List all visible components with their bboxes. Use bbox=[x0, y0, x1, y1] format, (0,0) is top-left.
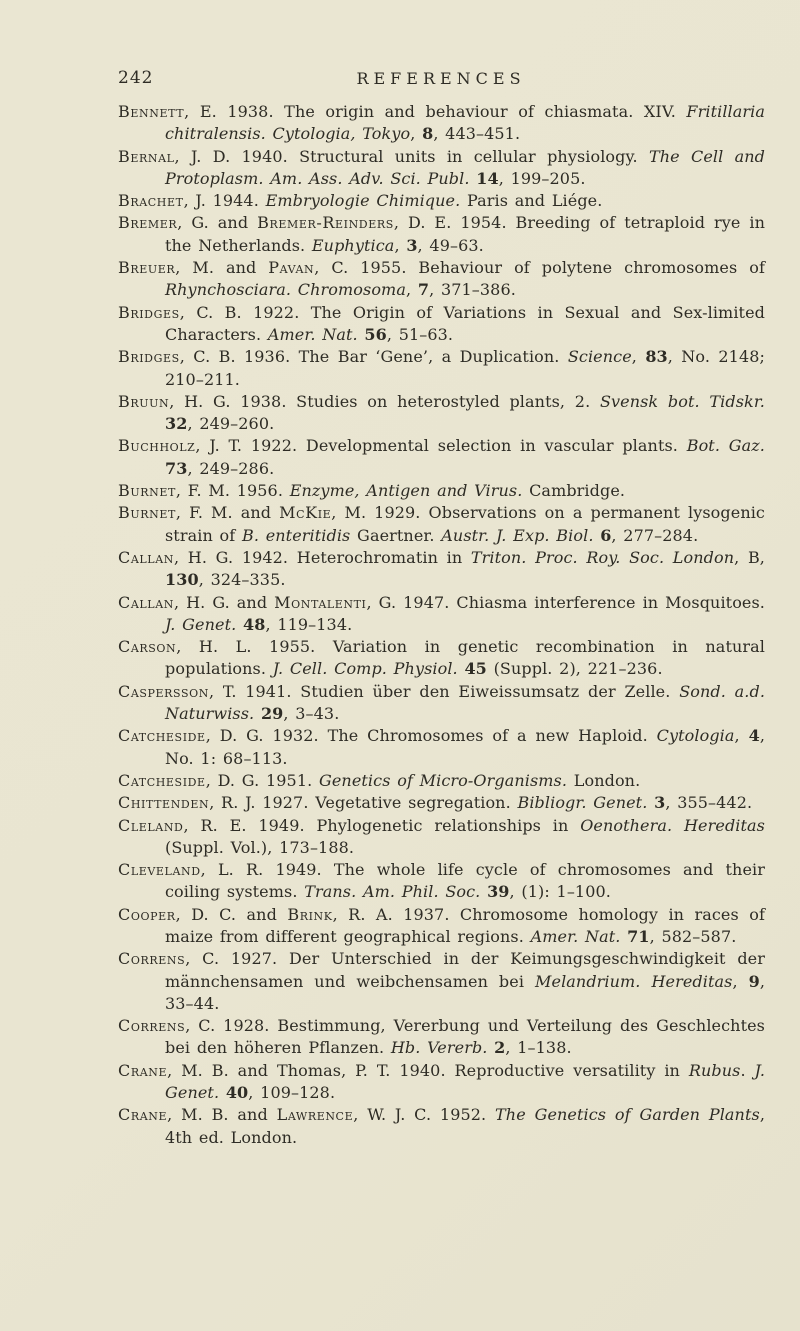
reference-text-segment: , No. 1: 68–113. bbox=[165, 726, 765, 768]
reference-text-segment: , C. B. 1922. The Origin of Variations in Sexual and Sex-limited Characters. bbox=[165, 302, 765, 344]
reference-text-segment: 9 bbox=[748, 971, 760, 991]
reference-text-segment: 39 bbox=[487, 882, 510, 902]
reference-text-segment: , 582–587. bbox=[649, 926, 737, 946]
reference-text-segment bbox=[219, 1083, 226, 1102]
reference-text-segment: Hereditas bbox=[651, 971, 733, 991]
reference-text-segment: Callan bbox=[118, 592, 174, 612]
reference-text-segment bbox=[254, 704, 261, 723]
reference-text-segment: 130 bbox=[165, 570, 199, 590]
reference-text-segment: , D. G. 1951. bbox=[205, 770, 319, 790]
reference-text-segment: Triton. bbox=[470, 547, 527, 567]
reference-text-segment: , bbox=[734, 726, 749, 746]
reference-text-segment: , 324–335. bbox=[198, 570, 286, 590]
reference-text-segment: Gaertner. bbox=[350, 525, 442, 545]
reference-text-segment: Caspersson bbox=[118, 681, 209, 701]
reference-text-segment: 32 bbox=[165, 414, 188, 434]
reference-text-segment: Brachet bbox=[118, 191, 184, 211]
reference-text-segment: , D. G. 1932. The Chromosomes of a new Haploid. bbox=[205, 726, 657, 746]
reference-entry bbox=[118, 547, 765, 592]
reference-text-segment: , H. G. 1938. Studies on heterostyled plants, 2. bbox=[169, 391, 600, 411]
reference-text-segment: , D. C. and bbox=[175, 904, 288, 924]
reference-entry bbox=[118, 101, 765, 146]
reference-text-segment: Bennett bbox=[118, 102, 185, 121]
reference-text-segment: , W. J. C. 1952. bbox=[353, 1105, 496, 1125]
reference-entry bbox=[118, 725, 765, 770]
reference-text-segment: Brink bbox=[287, 904, 333, 924]
reference-text-segment: J. Genet. bbox=[165, 1060, 766, 1103]
reference-text-segment: , bbox=[394, 235, 407, 255]
reference-entry bbox=[118, 815, 765, 860]
reference-entry bbox=[118, 681, 765, 726]
reference-text-segment: Carson bbox=[118, 637, 177, 657]
reference-text-segment: , bbox=[405, 280, 418, 300]
reference-text-segment: Bernal bbox=[118, 146, 175, 166]
reference-entry bbox=[118, 948, 765, 1015]
reference-entry bbox=[118, 302, 765, 347]
reference-text-segment: The Genetics of Garden Plants bbox=[495, 1105, 760, 1125]
reference-text-segment: , C. 1928. Bestimmung, Vererbung und Verteilung des Geschlechtes bei den höheren Pflanzen. bbox=[165, 1016, 765, 1058]
references-list bbox=[118, 101, 765, 1149]
reference-entry bbox=[118, 480, 765, 502]
reference-text-segment: Bruun bbox=[118, 391, 170, 411]
reference-text-segment: , 1–138. bbox=[505, 1038, 572, 1058]
reference-text-segment: Catcheside bbox=[118, 770, 206, 790]
reference-text-segment: Embryologie Chimique. bbox=[265, 191, 461, 211]
reference-text-segment: 3 bbox=[406, 235, 418, 255]
reference-text-segment: , bbox=[732, 971, 749, 991]
reference-text-segment: , M. and bbox=[175, 258, 269, 278]
reference-text-segment: Crane bbox=[118, 1105, 168, 1125]
reference-text-segment: Cleland bbox=[118, 815, 184, 835]
reference-text-segment: Fritillaria chitralensis. Cytologia, Tokyo bbox=[165, 102, 765, 144]
reference-text-segment: Bridges bbox=[118, 347, 180, 367]
reference-text-segment: , bbox=[410, 124, 423, 144]
reference-entry bbox=[118, 770, 765, 792]
reference-text-segment: 6 bbox=[600, 525, 612, 545]
reference-text-segment: 8 bbox=[422, 124, 434, 144]
page-number: 242 bbox=[118, 68, 154, 88]
page-header bbox=[118, 68, 764, 92]
reference-text-segment: 3 bbox=[654, 793, 666, 813]
reference-text-segment: 14 bbox=[476, 168, 499, 188]
reference-text-segment bbox=[526, 548, 535, 567]
reference-text-segment bbox=[236, 615, 243, 634]
reference-text-segment: Cleveland bbox=[118, 860, 201, 880]
reference-text-segment: , 277–284. bbox=[611, 525, 699, 545]
reference-text-segment: Cytologia bbox=[656, 726, 735, 746]
reference-text-segment: , (1): 1–100. bbox=[509, 882, 611, 902]
reference-text-segment: , H. G. and bbox=[173, 592, 275, 612]
reference-text-segment: 45 bbox=[464, 659, 487, 679]
reference-text-segment: Pavan bbox=[268, 258, 315, 278]
reference-text-segment: , C. 1955. Behaviour of polytene chromosomes of bbox=[314, 258, 765, 278]
reference-text-segment: Genetics of Micro-Organisms. bbox=[318, 770, 568, 790]
reference-text-segment: Catcheside bbox=[118, 726, 206, 746]
reference-text-segment: Burnet bbox=[118, 503, 176, 523]
reference-text-segment: Callan bbox=[118, 547, 174, 567]
reference-text-segment: , M. B. and bbox=[167, 1105, 277, 1125]
reference-text-segment: Sond. a.d. Naturwiss. bbox=[165, 681, 766, 724]
reference-text-segment: 40 bbox=[225, 1083, 249, 1103]
reference-text-segment: , 119–134. bbox=[265, 614, 353, 634]
reference-text-segment: , 33–44. bbox=[165, 971, 766, 1013]
reference-text-segment: J. Cell. Comp. Physiol. bbox=[272, 659, 458, 679]
reference-text-segment: , L. R. 1949. The whole life cycle of chromosomes and their coiling systems. bbox=[165, 860, 765, 902]
reference-text-segment: , F. M. and bbox=[175, 503, 280, 523]
reference-text-segment: Hb. Vererb. bbox=[390, 1038, 488, 1058]
reference-entry bbox=[118, 792, 765, 814]
reference-text-segment: , C. B. 1936. The Bar ‘Gene’, a Duplication. bbox=[179, 347, 568, 367]
reference-entry bbox=[118, 190, 765, 212]
reference-text-segment: , R. E. 1949. Phylogenetic relationships in bbox=[183, 815, 581, 835]
reference-text-segment: , 109–128. bbox=[248, 1083, 336, 1103]
reference-text-segment: , 443–451. bbox=[433, 124, 521, 144]
reference-text-segment: , D. E. 1954. Breeding of tetraploid rye in the Netherlands. bbox=[165, 213, 765, 255]
reference-text-segment: , T. 1941. Studien über den Eiweissumsatz der Zelle. bbox=[208, 681, 680, 701]
reference-text-segment: 4 bbox=[748, 726, 760, 746]
reference-text-segment: Trans. Am. Phil. Soc. bbox=[304, 882, 481, 902]
reference-text-segment: , H. G. 1942. Heterochromatin in bbox=[173, 547, 471, 567]
reference-text-segment: Breuer bbox=[118, 258, 176, 278]
reference-text-segment: Euphytica bbox=[311, 235, 395, 255]
reference-text-segment: Melandrium. bbox=[535, 971, 641, 991]
reference-text-segment: Correns bbox=[118, 949, 186, 969]
reference-text-segment: , M. B. and Thomas, P. T. 1940. Reproductive versatility in bbox=[167, 1060, 689, 1080]
reference-text-segment: 73 bbox=[165, 458, 188, 478]
page-title: REFERENCES bbox=[356, 69, 526, 88]
reference-text-segment: , F. M. 1956. bbox=[175, 481, 290, 501]
reference-text-segment: , 199–205. bbox=[498, 168, 586, 188]
reference-text-segment: , R. A. 1937. Chromosome homology in races of maize from different geographical regions. bbox=[165, 904, 765, 946]
reference-text-segment: , E. 1938. The origin and behaviour of chiasmata. XIV. bbox=[184, 102, 687, 121]
reference-text-segment: Rubus bbox=[688, 1060, 741, 1080]
reference-text-segment bbox=[641, 972, 652, 991]
reference-text-segment: Bibliogr. Genet. bbox=[517, 793, 648, 813]
reference-text-segment: Oenothera. Hereditas bbox=[580, 815, 765, 835]
reference-text-segment: , 51–63. bbox=[386, 324, 454, 344]
reference-text-segment: B. enteritidis bbox=[241, 525, 351, 545]
reference-text-segment: Proc. Roy. Soc. London bbox=[535, 547, 735, 567]
reference-text-segment: Bremer-Reinders bbox=[257, 213, 394, 233]
reference-entry bbox=[118, 859, 765, 904]
reference-text-segment: 83 bbox=[645, 347, 668, 367]
reference-entry bbox=[118, 1015, 765, 1060]
reference-text-segment: Bremer bbox=[118, 213, 178, 233]
reference-text-segment: London. bbox=[567, 770, 641, 790]
reference-text-segment: Amer. Nat. bbox=[267, 324, 358, 344]
reference-entry bbox=[118, 257, 765, 302]
reference-text-segment: Svensk bot. Tidskr. bbox=[599, 391, 765, 411]
reference-text-segment: , 371–386. bbox=[429, 280, 516, 300]
reference-text-segment: , H. L. 1955. Variation in genetic recombination in natural populations. bbox=[165, 637, 765, 679]
reference-text-segment: , G. and bbox=[177, 213, 258, 233]
reference-text-segment: (Suppl. 2), 221–236. bbox=[486, 659, 663, 679]
reference-entry bbox=[118, 435, 765, 480]
reference-text-segment: , R. J. 1927. Vegetative segregation. bbox=[209, 793, 518, 813]
reference-text-segment: Austr. J. Exp. Biol. bbox=[441, 525, 594, 545]
reference-text-segment: , 3–43. bbox=[283, 704, 340, 724]
reference-text-segment: , 249–286. bbox=[187, 458, 275, 478]
reference-text-segment: Cambridge. bbox=[522, 481, 626, 501]
reference-text-segment: Science bbox=[567, 347, 632, 367]
reference-text-segment: , B, bbox=[734, 547, 765, 567]
reference-entry bbox=[118, 904, 765, 949]
reference-text-segment: 29 bbox=[260, 704, 284, 724]
reference-text-segment: 56 bbox=[364, 324, 387, 344]
reference-entry bbox=[118, 1104, 765, 1149]
reference-text-segment: Bridges bbox=[118, 302, 180, 322]
reference-text-segment: J. Genet. bbox=[165, 614, 237, 634]
reference-text-segment: , 4th ed. London. bbox=[165, 1105, 765, 1147]
reference-text-segment: 71 bbox=[627, 926, 650, 946]
reference-text-segment: Enzyme, Antigen and Virus. bbox=[289, 481, 523, 501]
reference-text-segment: , 49–63. bbox=[417, 235, 484, 255]
reference-text-segment: , 249–260. bbox=[187, 414, 275, 434]
reference-text-segment: The Cell and Protoplasm. Am. Ass. Adv. Sci. Publ. bbox=[165, 146, 765, 188]
reference-text-segment: , 355–442. bbox=[665, 793, 753, 813]
reference-entry bbox=[118, 502, 765, 547]
reference-text-segment: Rhynchosciara. Chromosoma bbox=[165, 280, 406, 300]
reference-text-segment: McKie bbox=[279, 503, 332, 523]
reference-text-segment: Lawrence bbox=[276, 1105, 354, 1125]
reference-text-segment: , C. 1927. Der Unterschied in der Keimungsgeschwindigkeit der männchensamen und weibchensamen bei bbox=[165, 949, 765, 991]
reference-entry bbox=[118, 592, 765, 637]
reference-text-segment: . bbox=[740, 1060, 755, 1080]
reference-entry bbox=[118, 391, 765, 436]
reference-text-segment: Chittenden bbox=[118, 793, 210, 813]
reference-text-segment: Buchholz bbox=[118, 436, 196, 456]
reference-text-segment: Montalenti bbox=[274, 592, 367, 612]
reference-text-segment: Crane bbox=[118, 1060, 168, 1080]
reference-text-segment: , J. D. 1940. Structural units in cellular physiology. bbox=[174, 146, 649, 166]
reference-text-segment: , No. 2148; 210–211. bbox=[165, 347, 765, 389]
reference-text-segment: Burnet bbox=[118, 481, 176, 501]
reference-text-segment: Correns bbox=[118, 1016, 186, 1036]
reference-text-segment: Cooper bbox=[118, 904, 176, 924]
reference-text-segment: , M. 1929. Observations on a permanent lysogenic strain of bbox=[165, 503, 765, 545]
reference-text-segment: 7 bbox=[417, 280, 430, 300]
reference-entry bbox=[118, 636, 765, 681]
reference-text-segment: Amer. Nat. bbox=[530, 926, 621, 946]
reference-text-segment: (Suppl. Vol.), 173–188. bbox=[165, 837, 355, 857]
reference-text-segment: Paris and Liége. bbox=[460, 191, 603, 211]
reference-entry bbox=[118, 212, 765, 257]
reference-text-segment: , bbox=[631, 347, 646, 367]
reference-text-segment: 2 bbox=[494, 1038, 506, 1058]
reference-text-segment: Bot. Gaz. bbox=[686, 436, 765, 456]
reference-text-segment: , G. 1947. Chiasma interference in Mosquitoes. bbox=[366, 592, 765, 612]
reference-text-segment: , J. 1944. bbox=[183, 191, 266, 211]
reference-entry bbox=[118, 146, 765, 191]
reference-entry bbox=[118, 346, 765, 391]
reference-text-segment: , J. T. 1922. Developmental selection in vascular plants. bbox=[195, 436, 687, 456]
reference-entry bbox=[118, 1060, 765, 1105]
reference-text-segment: 48 bbox=[242, 614, 266, 634]
